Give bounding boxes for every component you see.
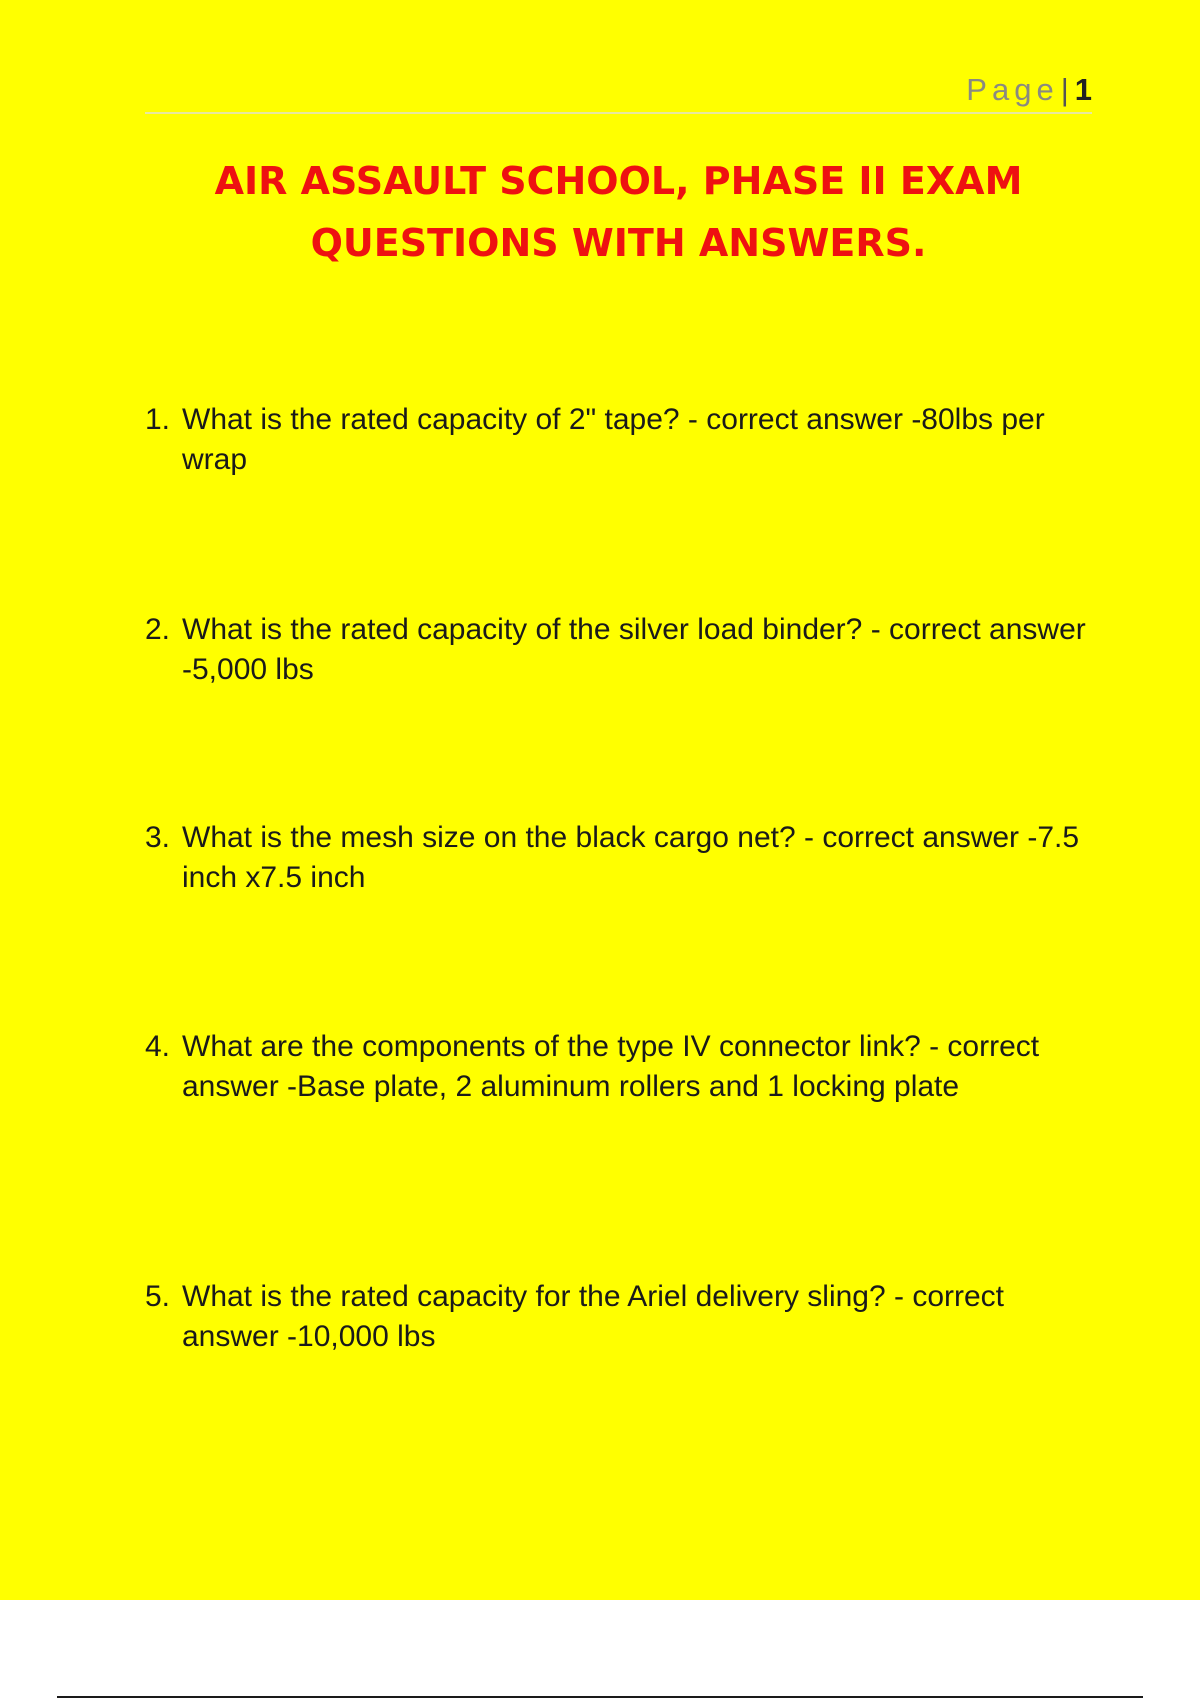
question-item-4 — [145, 1027, 1092, 1107]
question-item-3 — [145, 818, 1092, 898]
question-number: 5. — [145, 1280, 171, 1313]
page-label: Page — [966, 72, 1059, 107]
page-number: 1 — [1074, 72, 1092, 107]
question-number: 2. — [145, 613, 171, 646]
title-line-1: AIR ASSAULT SCHOOL, PHASE II EXAM — [214, 159, 1023, 203]
question-text: What are the components of the type IV connector link? - correct answer -Base plate, 2 aluminum rollers and 1 locking plate — [182, 1030, 1040, 1103]
question-text: What is the rated capacity of the silver load binder? - correct answer -5,000 lbs — [182, 613, 1086, 686]
page-header — [145, 68, 1092, 114]
question-text: What is the rated capacity for the Ariel delivery sling? - correct answer -10,000 lbs — [182, 1280, 1005, 1353]
footer-divider — [57, 1696, 1143, 1698]
question-text: What is the mesh size on the black cargo net? - correct answer -7.5 inch x7.5 inch — [182, 821, 1080, 894]
question-number: 1. — [145, 403, 171, 436]
question-number: 4. — [145, 1030, 171, 1063]
question-item-5 — [145, 1277, 1092, 1357]
question-text: What is the rated capacity of 2" tape? - correct answer -80lbs per wrap — [182, 403, 1045, 476]
question-item-2 — [145, 610, 1092, 690]
title-line-2: QUESTIONS WITH ANSWERS. — [310, 221, 927, 265]
document-title — [145, 150, 1092, 274]
question-item-1 — [145, 400, 1092, 480]
question-number: 3. — [145, 821, 171, 854]
page-separator: | — [1060, 72, 1069, 107]
